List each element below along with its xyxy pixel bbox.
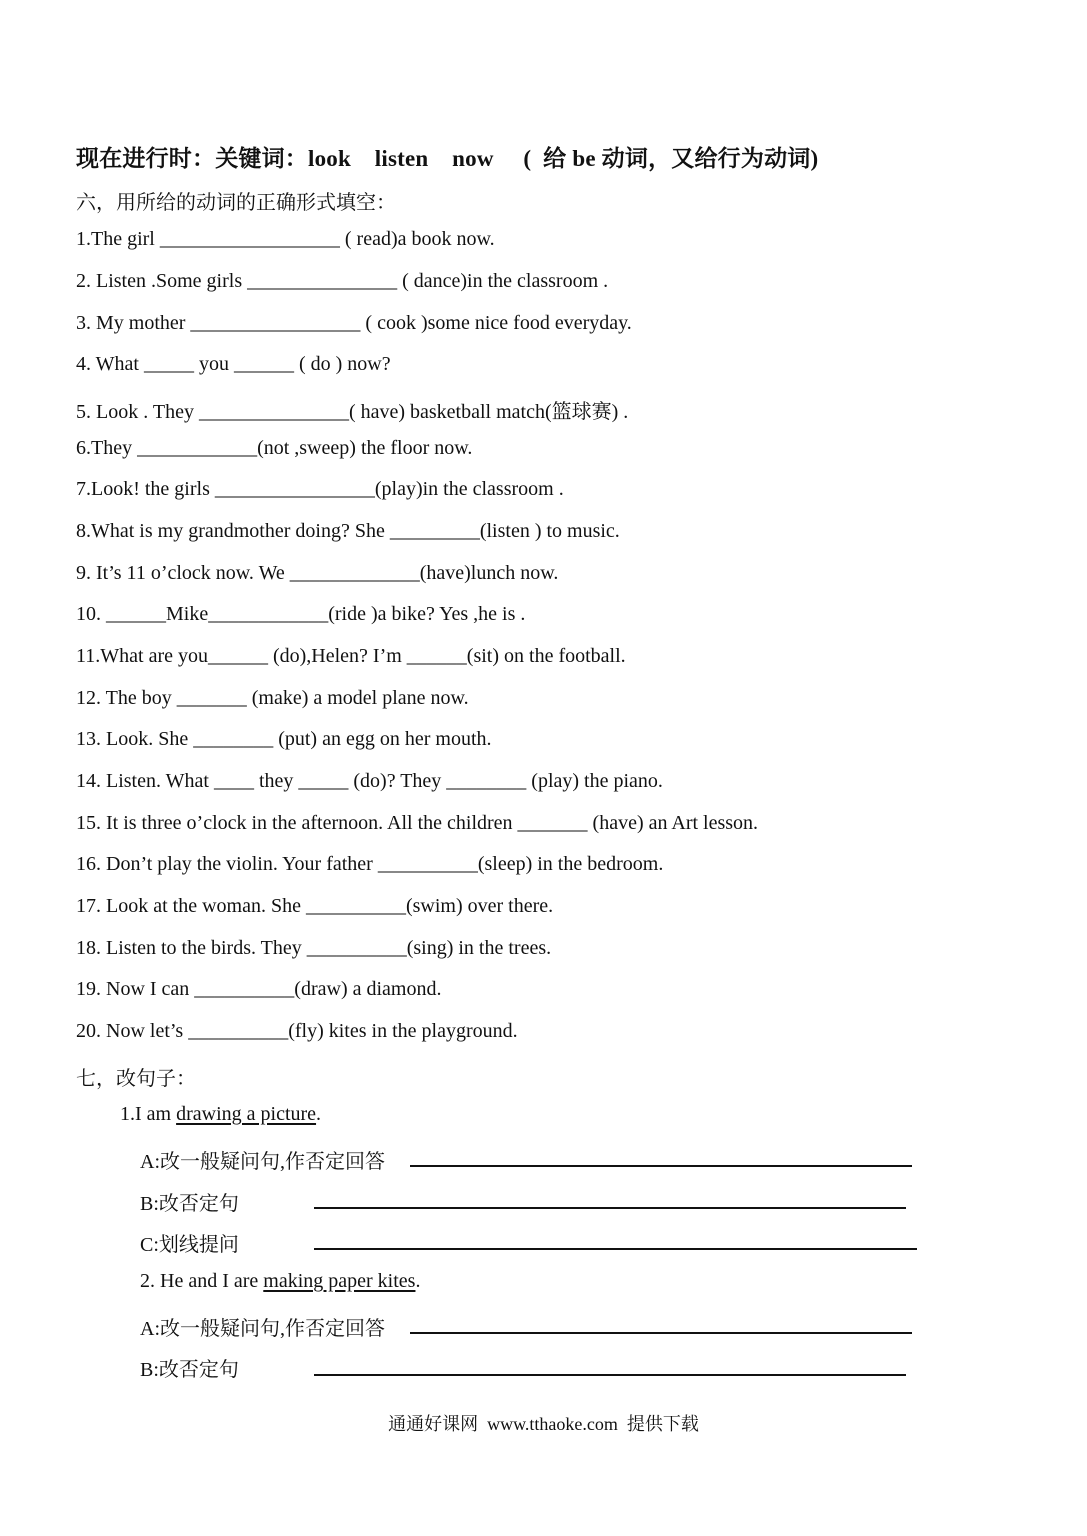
exercise-line: 11.What are you______ (do),Helen? I’m ______(sit) on the football. <box>76 645 626 667</box>
exercise-line: 19. Now I can __________(draw) a diamond. <box>76 978 442 1000</box>
answer-line[interactable] <box>314 1207 906 1209</box>
exercise-line: 16. Don’t play the violin. Your father __________(sleep) in the bedroom. <box>76 853 664 875</box>
exercise-line: 6.They ____________(not ,sweep) the floor now. <box>76 437 473 459</box>
page-title: 现在进行时：关键词：look listen now ( 给 be 动词，又给行为动词) <box>76 146 819 171</box>
question-suffix: . <box>415 1270 421 1292</box>
exercise-line: 9. It’s 11 o’clock now. We _____________(have)lunch now. <box>76 562 559 584</box>
task-label-c: C:划线提问 <box>140 1234 239 1256</box>
exercise-line: 2. Listen .Some girls _______________ ( dance)in the classroom . <box>76 270 609 292</box>
section-6-heading: 六，用所给的动词的正确形式填空： <box>76 192 396 214</box>
page-footer: 通通好课网 www.tthaoke.com 提供下载 <box>388 1414 699 1434</box>
exercise-line: 7.Look! the girls ________________(play)in the classroom . <box>76 478 564 500</box>
rewrite-question-1 <box>120 1103 321 1126</box>
rewrite-question-2 <box>140 1270 420 1293</box>
exercise-line: 10. ______Mike____________(ride )a bike? Yes ,he is . <box>76 603 526 625</box>
exercise-line: 13. Look. She ________ (put) an egg on her mouth. <box>76 728 492 750</box>
underlined-phrase: making paper kites <box>263 1270 416 1292</box>
exercise-line: 12. The boy _______ (make) a model plane now. <box>76 687 469 709</box>
exercise-line: 18. Listen to the birds. They __________(sing) in the trees. <box>76 937 552 959</box>
task-label-a: A:改一般疑问句,作否定回答 <box>140 1318 385 1340</box>
question-prefix: 1.I am <box>120 1103 177 1125</box>
exercise-line: 15. It is three o’clock in the afternoon. All the children _______ (have) an Art lesson. <box>76 812 759 834</box>
question-suffix: . <box>316 1103 322 1125</box>
answer-line[interactable] <box>410 1165 912 1167</box>
exercise-line: 17. Look at the woman. She __________(swim) over there. <box>76 895 554 917</box>
exercise-line: 3. My mother _________________ ( cook )some nice food everyday. <box>76 312 632 334</box>
exercise-line: 8.What is my grandmother doing? She _________(listen ) to music. <box>76 520 620 542</box>
answer-line[interactable] <box>410 1332 912 1334</box>
answer-line[interactable] <box>314 1374 906 1376</box>
underlined-phrase: drawing a picture <box>176 1103 317 1125</box>
task-label-a: A:改一般疑问句,作否定回答 <box>140 1151 385 1173</box>
task-label-b: B:改否定句 <box>140 1359 239 1381</box>
task-label-b: B:改否定句 <box>140 1193 239 1215</box>
answer-line[interactable] <box>314 1248 917 1250</box>
section-7-heading: 七，改句子： <box>76 1068 196 1090</box>
question-prefix: 2. He and I are <box>140 1270 264 1292</box>
exercise-line: 5. Look . They _______________( have) basketball match(篮球赛) . <box>76 401 629 423</box>
exercise-line: 20. Now let’s __________(fly) kites in the playground. <box>76 1020 518 1042</box>
exercise-line: 4. What _____ you ______ ( do ) now? <box>76 353 391 375</box>
exercise-line: 14. Listen. What ____ they _____ (do)? They ________ (play) the piano. <box>76 770 663 792</box>
exercise-line: 1.The girl __________________ ( read)a book now. <box>76 228 495 250</box>
